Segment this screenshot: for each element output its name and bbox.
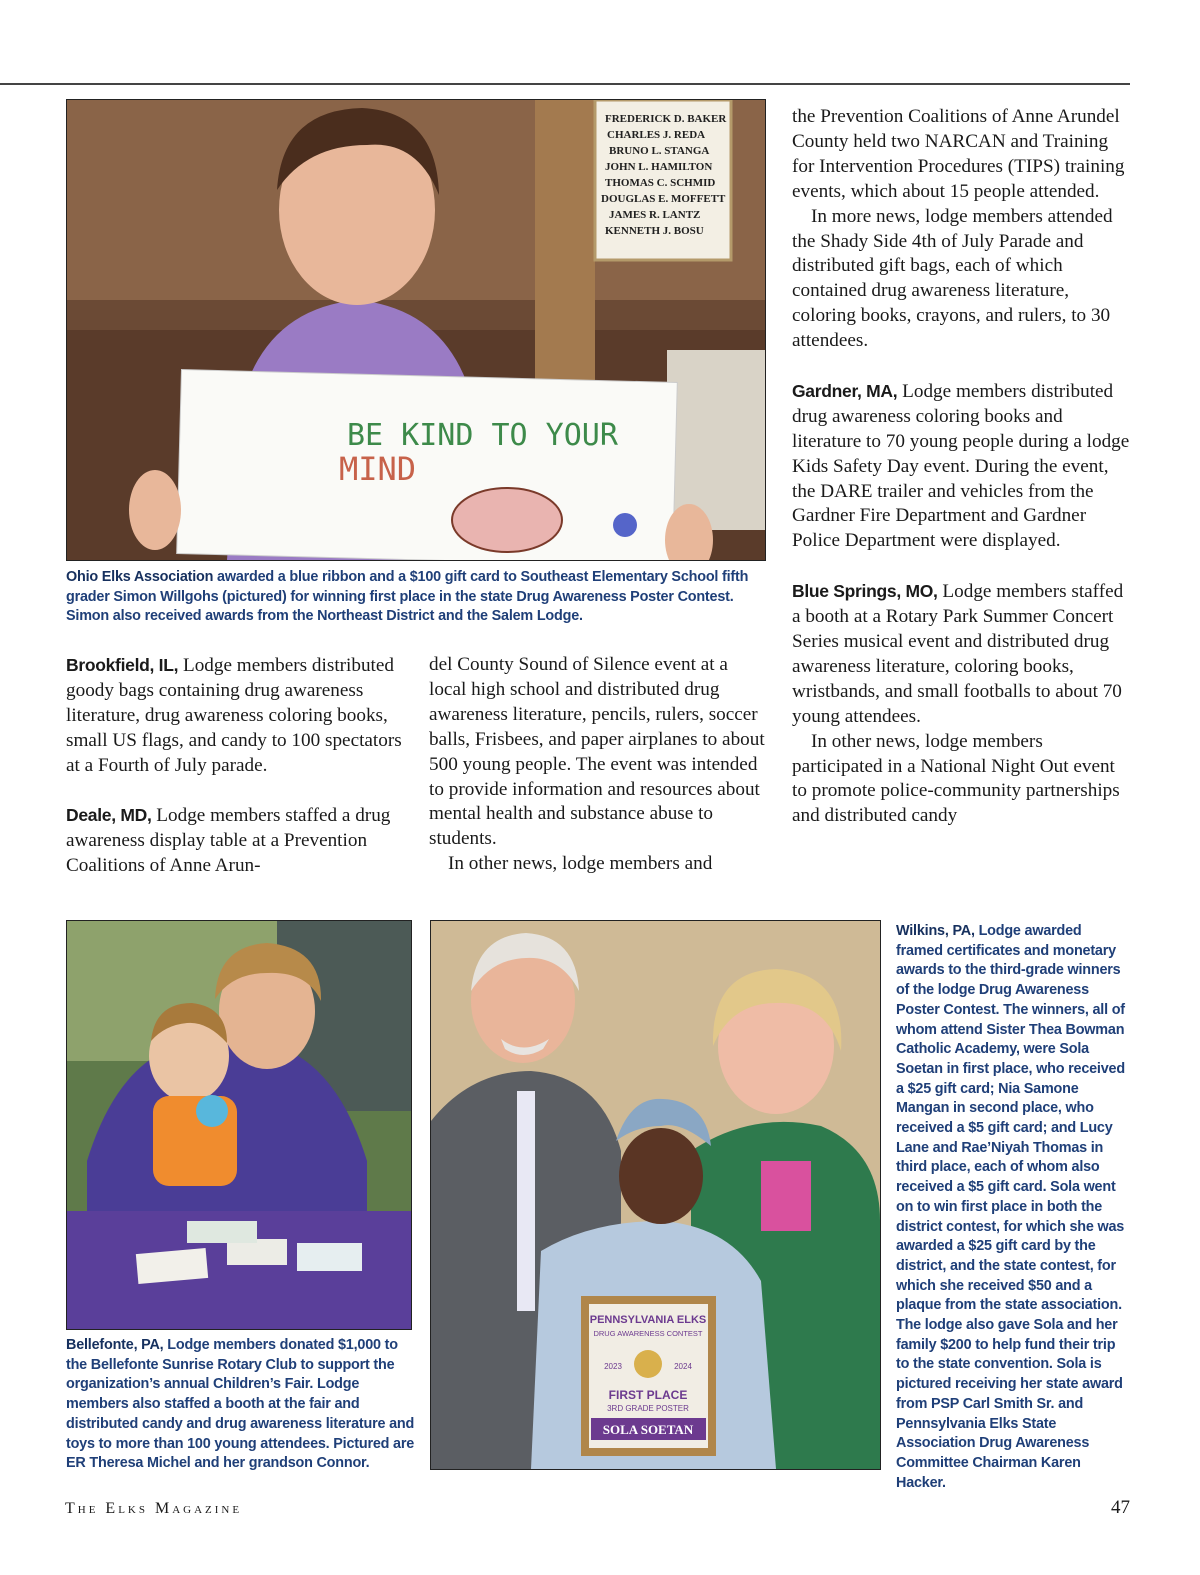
plaque-name: JAMES R. LANTZ [609,209,701,221]
sign-line-2: DRUG AWARENESS CONTEST [593,1329,703,1338]
place-name: Blue Springs, MO, [792,581,938,602]
sign-emblem [634,1350,662,1378]
page-number: 47 [1111,1497,1130,1518]
article-body: Lodge members distributed drug awareness coloring books and literature to 70 young people during a lodge Kids Safety Day event. During the event, the DARE trailer and vehicles from the Gardner Fire Department and Gardner Police Department were displayed. [792,380,1130,552]
caption-lead: Ohio Elks Association [66,569,214,585]
sign-year: 2023 [604,1362,622,1371]
article-blue-springs [792,579,1132,729]
caption-wilkins [896,922,1132,1493]
column-top-right [792,105,1132,829]
caption-body: Lodge awarded framed certificates and monetary awards to the third-grade winners of the lodge Drug Awareness Poster Contest. The winners, all of whom attend Sister Thea Bowman Catholic Academy, were Sola Soetan in first place, who received a $25 gift card; Nia Samone Mangan in second place, who received a $5 gift card; and Lucy Lane and Rae’Niyah Thomas in third place, each of whom also received a $5 gift card. Sola went on to win first place in both the district contest, for which she was awarded a $25 gift card by the district, and the state contest, for which she received $50 and a plaque from the state association. The lodge also gave Sola and her family $200 to help fund their trip to the state convention. Sola is pictured receiving her state award from PSP Carl Smith Sr. and Pennsylvania Elks State Association Drug Awareness Committee Chairman Karen Hacker. [896,923,1125,1491]
caption-lead: Bellefonte, PA, [66,1337,164,1353]
place-name: Gardner, MA, [792,380,898,401]
article-paragraph: In other news, lodge members and [448,853,713,875]
article-body: Lodge members distributed goody bags containing drug awareness literature, drug awareness coloring books, small US flags, and candy to 100 spectators at a Fourth of July parade. [66,655,402,776]
sign-name: SOLA SOETAN [602,1422,694,1437]
photo-wilkins [430,920,881,1470]
plaque-name: CHARLES J. REDA [607,129,706,141]
sign-grade: 3RD GRADE POSTER [607,1404,689,1413]
caption-bellefonte [66,1336,416,1474]
place-name: Brookfield, IL, [66,655,179,675]
caption-body: Lodge members donated $1,000 to the Bellefonte Sunrise Rotary Club to support the organization’s annual Children’s Fair. Lodge members also staffed a booth at the fair and distributed candy and drug awareness literature and toys to more than 100 young attendees. Pictured are ER Theresa Michel and her grandson Connor. [66,1337,415,1472]
sign-line-1: PENNSYLVANIA ELKS [589,1314,707,1326]
column-middle [429,653,769,877]
plaque-name: KENNETH J. BOSU [605,225,704,237]
plaque-name: FREDERICK D. BAKER [605,113,727,125]
caption-body: awarded a blue ribbon and a $100 gift card to Southeast Elementary School fifth grader Simon Willgohs (pictured) for winning first place in the state Drug Awareness Poster Contest. Simon also received awards from the Northeast District and the Salem Lodge. [66,569,749,625]
plaque-name: JOHN L. HAMILTON [605,161,713,173]
sign-place: FIRST PLACE [608,1388,688,1402]
place-name: Deale, MD, [66,805,152,826]
caption-ohio [66,568,766,627]
article-paragraph: del County Sound of Silence event at a local high school and distributed drug awareness literature, pencils, rulers, soccer balls, Frisbees, and paper airplanes to about 500 young people. The event was intended to provide information and resources about mental health and substance abuse to students. [429,654,765,850]
article-paragraph: the Prevention Coalitions of Anne Arundel County held two NARCAN and Training for Intervention Procedures (TIPS) training events, which about 15 people attended. [792,106,1125,202]
sign-year: 2024 [674,1362,692,1371]
article-body: Lodge members staffed a drug awareness display table at a Prevention Coalitions of Anne Arun- [66,805,391,877]
article-gardner [792,379,1132,554]
footer-magazine-title: The Elks Magazine [65,1500,243,1517]
article-body: Lodge members staffed a booth at a Rotary Park Summer Concert Series musical event and distributed drug awareness literature, coloring books, wristbands, and small footballs to about 70 young attendees. [792,581,1124,727]
column-left [66,653,402,879]
photo-bellefonte [66,920,412,1330]
plaque-name: THOMAS C. SCHMID [605,177,716,189]
article-paragraph: In more news, lodge members attended the Shady Side 4th of July Parade and distributed gift bags, each of which contained drug awareness literature, coloring books, crayons, and rulers, to 30 attendees. [792,205,1113,352]
header-rule [0,83,1130,85]
poster-line-2: MIND [339,450,417,488]
poster-line-1: BE KIND TO YOUR [347,418,618,453]
plaque-name: BRUNO L. STANGA [609,145,710,157]
article-brookfield [66,653,402,779]
plaque-name: DOUGLAS E. MOFFETT [601,193,726,205]
article-deale [66,803,402,879]
article-paragraph: In other news, lodge members participated in a National Night Out event to promote police-community partnerships and distributed candy [792,730,1120,827]
caption-lead: Wilkins, PA, [896,923,975,939]
photo-ohio-poster [66,99,766,561]
